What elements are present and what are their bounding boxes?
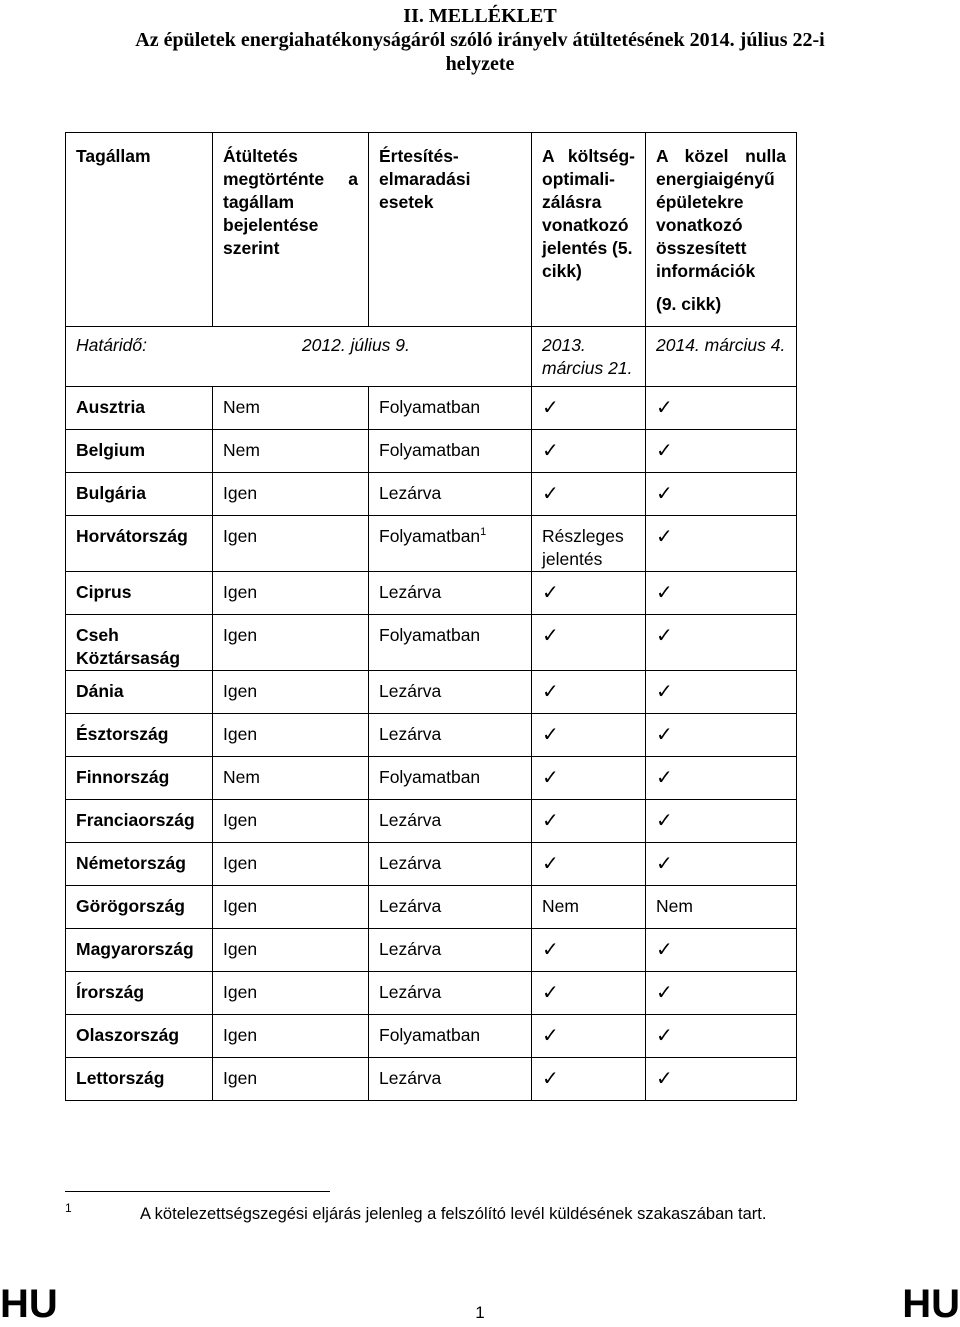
checkmark-icon: ✓ (532, 972, 646, 1015)
footnote-separator (65, 1191, 330, 1192)
status-value: Lezárva (369, 1058, 532, 1101)
notified-value: Nem (213, 430, 369, 473)
table-row (66, 572, 797, 615)
status-value: Lezárva (369, 572, 532, 615)
country-name: Ciprus (66, 572, 213, 615)
notified-value: Igen (213, 972, 369, 1015)
table-row (66, 671, 797, 714)
checkmark-icon: ✓ (646, 757, 797, 800)
checkmark-icon: ✓ (532, 387, 646, 430)
checkmark-icon: ✓ (646, 572, 797, 615)
country-name: Magyarország (66, 929, 213, 972)
status-value: Lezárva (369, 972, 532, 1015)
transposition-status-table (65, 132, 797, 1101)
notified-value: Igen (213, 843, 369, 886)
country-name: Finnország (66, 757, 213, 800)
country-name: Görögország (66, 886, 213, 929)
table-row (66, 757, 797, 800)
footnote-text: A kötelezettségszegési eljárás jelenleg a felszólító levél küldésének szakaszában tart. (140, 1205, 767, 1223)
nzeb-value: Nem (646, 886, 797, 929)
notified-value: Igen (213, 473, 369, 516)
language-code-left: HU (0, 1282, 58, 1326)
country-name: Lettország (66, 1058, 213, 1101)
deadline-nzeb: 2014. március 4. (646, 327, 797, 387)
table-row (66, 430, 797, 473)
checkmark-icon: ✓ (532, 800, 646, 843)
checkmark-icon: ✓ (532, 1058, 646, 1101)
notified-value: Igen (213, 800, 369, 843)
status-value: Lezárva (369, 886, 532, 929)
header-transposition: Átültetés megtörténte a tagállam bejelentése szerint (213, 133, 369, 327)
notified-value: Igen (213, 671, 369, 714)
notified-value: Igen (213, 929, 369, 972)
checkmark-icon: ✓ (532, 671, 646, 714)
status-value: Lezárva (369, 929, 532, 972)
country-name: Ausztria (66, 387, 213, 430)
notified-value: Igen (213, 1058, 369, 1101)
status-value: Folyamatban (369, 430, 532, 473)
table-row (66, 800, 797, 843)
notified-value: Nem (213, 757, 369, 800)
country-name: Németország (66, 843, 213, 886)
deadline-row (66, 327, 797, 387)
table-row (66, 387, 797, 430)
status-value: Folyamatban (369, 615, 532, 671)
country-name: Olaszország (66, 1015, 213, 1058)
country-name: Dánia (66, 671, 213, 714)
status-value: Folyamatban$^1$ (369, 516, 532, 572)
table-row (66, 929, 797, 972)
country-name: Horvátország (66, 516, 213, 572)
deadline-label-cell (66, 327, 532, 387)
status-value: Lezárva (369, 843, 532, 886)
page-number: 1 (475, 1303, 485, 1322)
checkmark-icon: ✓ (532, 615, 646, 671)
checkmark-icon: ✓ (646, 473, 797, 516)
table-header-row (66, 133, 797, 327)
checkmark-icon: ✓ (532, 929, 646, 972)
checkmark-icon: ✓ (646, 800, 797, 843)
checkmark-icon: ✓ (532, 843, 646, 886)
checkmark-icon: ✓ (532, 572, 646, 615)
header-country: Tagállam (66, 133, 213, 327)
language-code-right: HU (902, 1282, 960, 1326)
document-heading-cont: helyzete (445, 53, 515, 75)
country-name: Belgium (66, 430, 213, 473)
header-infringement: Értesítés- elmaradási esetek (369, 133, 532, 327)
checkmark-icon: ✓ (646, 1058, 797, 1101)
notified-value: Igen (213, 1015, 369, 1058)
checkmark-icon: ✓ (532, 714, 646, 757)
deadline-label: Határidő: (76, 335, 148, 355)
table-row (66, 615, 797, 671)
checkmark-icon: ✓ (646, 430, 797, 473)
table-row (66, 1058, 797, 1101)
annex-title: II. MELLÉKLET (403, 5, 557, 27)
country-name: Írország (66, 972, 213, 1015)
country-name: Cseh Köztársaság (66, 615, 213, 671)
status-value: Folyamatban (369, 757, 532, 800)
notified-value: Nem (213, 387, 369, 430)
notified-value: Igen (213, 615, 369, 671)
checkmark-icon: ✓ (646, 1015, 797, 1058)
notified-value: Igen (213, 886, 369, 929)
footnote-ref: 1 (480, 526, 487, 538)
country-name: Észtország (66, 714, 213, 757)
status-value: Lezárva (369, 473, 532, 516)
checkmark-icon: ✓ (532, 1015, 646, 1058)
notified-value: Igen (213, 572, 369, 615)
notified-value: Igen (213, 714, 369, 757)
checkmark-icon: ✓ (532, 430, 646, 473)
table-row (66, 714, 797, 757)
status-value: Folyamatban (369, 387, 532, 430)
checkmark-icon: ✓ (532, 757, 646, 800)
deadline-transposition: 2012. július 9. (301, 335, 410, 355)
table-row (66, 843, 797, 886)
checkmark-icon: ✓ (646, 671, 797, 714)
cost-optimal-value: Nem (532, 886, 646, 929)
document-heading: Az épületek energiahatékonyságáról szóló irányelv átültetésének 2014. július 22-i (135, 29, 825, 51)
status-value: Lezárva (369, 714, 532, 757)
cost-optimal-value: Részleges jelentés (532, 516, 646, 572)
header-nzeb: A közel nulla energiaigényű épületekre vonatkozó összesített információk (9. cikk) (646, 133, 797, 327)
country-name: Bulgária (66, 473, 213, 516)
checkmark-icon: ✓ (646, 615, 797, 671)
checkmark-icon: ✓ (532, 473, 646, 516)
checkmark-icon: ✓ (646, 387, 797, 430)
checkmark-icon: ✓ (646, 714, 797, 757)
checkmark-icon: ✓ (646, 972, 797, 1015)
deadline-cost-optimal: 2013. március 21. (532, 327, 646, 387)
checkmark-icon: ✓ (646, 843, 797, 886)
status-value: Folyamatban (369, 1015, 532, 1058)
checkmark-icon: ✓ (646, 516, 797, 572)
notified-value: Igen (213, 516, 369, 572)
country-name: Franciaország (66, 800, 213, 843)
checkmark-icon: ✓ (646, 929, 797, 972)
table-row (66, 1015, 797, 1058)
status-value: Lezárva (369, 671, 532, 714)
footnote-mark: 1 (65, 1201, 72, 1215)
status-value: Lezárva (369, 800, 532, 843)
table-row (66, 516, 797, 572)
table-row (66, 473, 797, 516)
table-row (66, 886, 797, 929)
table-row (66, 972, 797, 1015)
header-cost-optimal: A költség- optimali- zálásra vonatkozó jelentés (5. cikk) (532, 133, 646, 327)
